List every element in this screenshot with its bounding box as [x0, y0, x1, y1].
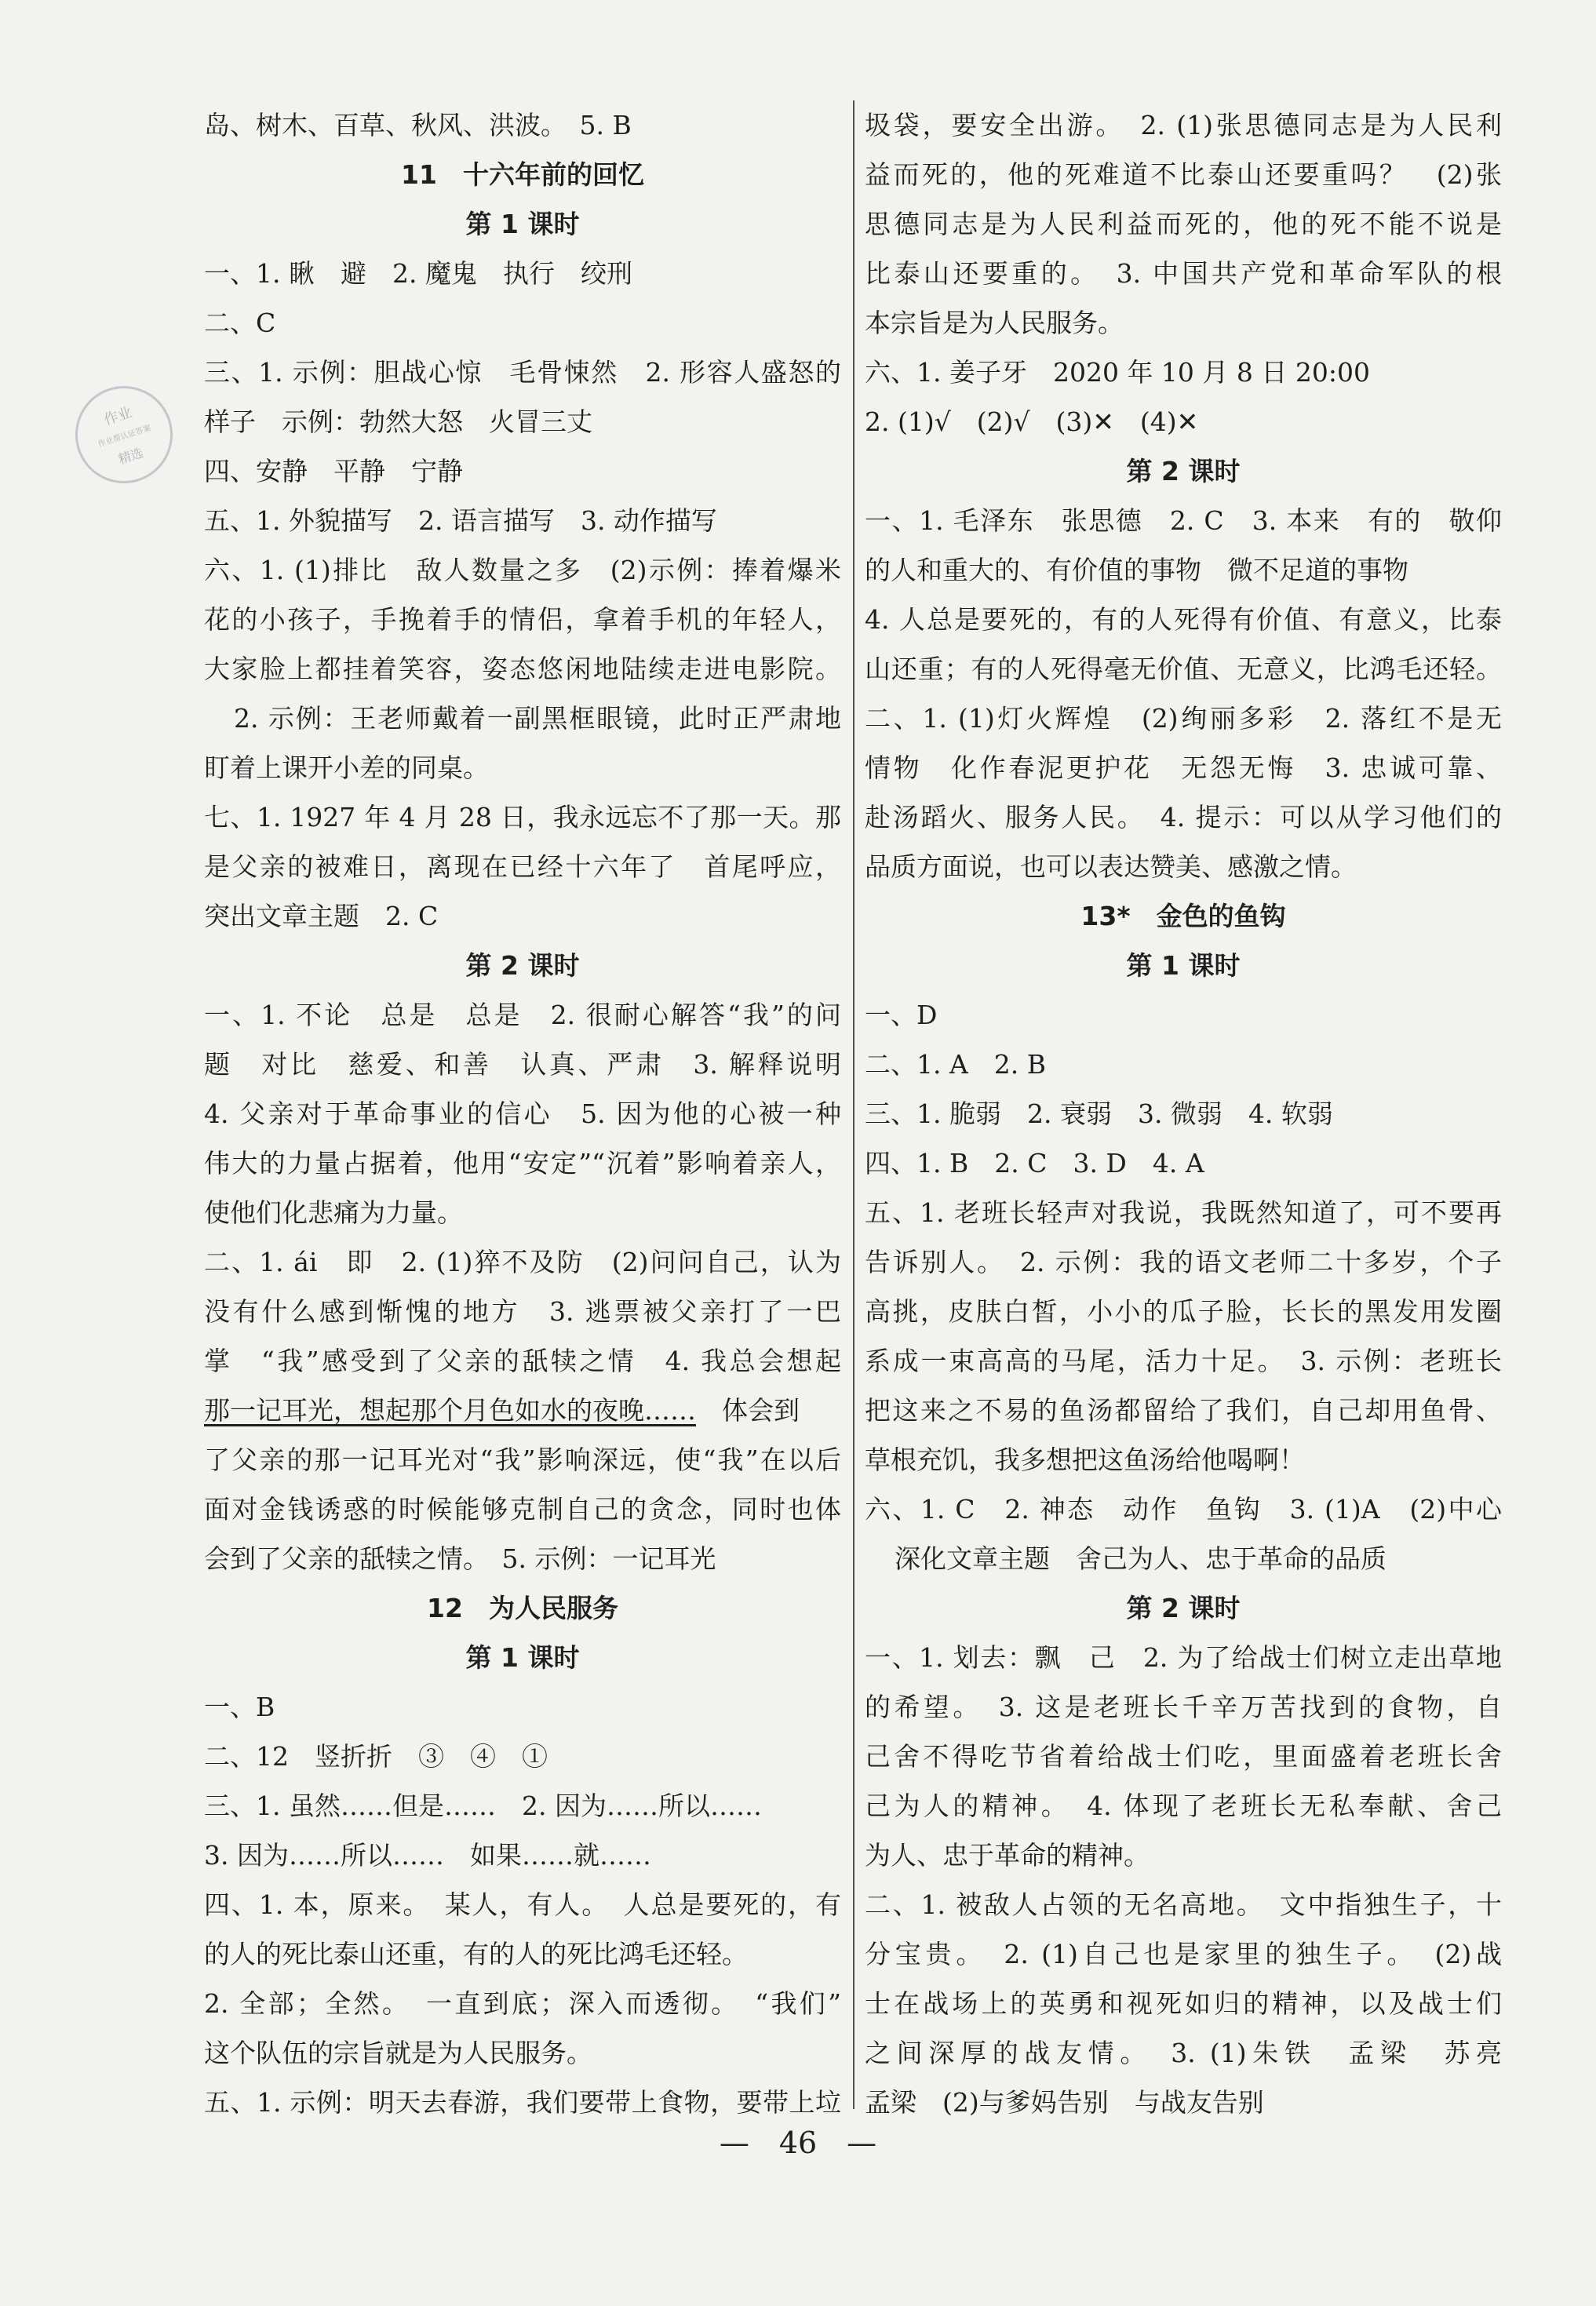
watermark-stamp [63, 373, 185, 496]
section-heading: 13* 金色的鱼钩 [1080, 901, 1286, 931]
underlined-text: 那一记耳光，想起那个月色如水的夜晚…… [204, 1395, 696, 1426]
section-heading: 第 2 课时 [465, 950, 580, 981]
answer-line: 伟大的力量占据着，他用“安定”“沉着”影响着亲人， [204, 1148, 841, 1179]
answer-line: 己舍不得吃节省着给战士们吃，里面盛着老班长舍 [865, 1741, 1502, 1772]
answer-line: 2. 示例：王老师戴着一副黑框眼镜，此时正严肃地 [234, 703, 841, 734]
answer-line: 本宗旨是为人民服务。 [865, 308, 1124, 338]
answer-line: 四、1. B 2. C 3. D 4. A [865, 1148, 1204, 1179]
answer-line: 赴汤蹈火、服务人民。 4. 提示：可以从学习他们的 [865, 802, 1502, 832]
answer-line: 二、12 竖折折 ③ ④ ① [204, 1741, 548, 1772]
answer-line: 孟梁 (2)与爹妈告别 与战友告别 [865, 2087, 1264, 2118]
answer-line: 一、1. 瞅 避 2. 魔鬼 执行 绞刑 [204, 258, 632, 289]
page-number: — 46 — [719, 2126, 877, 2160]
answer-line: 三、1. 示例：胆战心惊 毛骨悚然 2. 形容人盛怒的 [204, 357, 841, 388]
answer-line: 题 对比 慈爱、和善 认真、严肃 3. 解释说明 [204, 1049, 841, 1080]
answer-line: 岛、树木、百草、秋风、洪波。 5. B [204, 110, 632, 140]
answer-line: 思德同志是为人民利益而死的，他的死不能不说是 [865, 209, 1502, 239]
section-heading: 第 2 课时 [1126, 1593, 1241, 1623]
section-heading: 第 1 课时 [1126, 950, 1241, 981]
answer-line: 那一记耳光，想起那个月色如水的夜晚…… 体会到 [204, 1395, 800, 1426]
stamp-text-bottom: 精选 [116, 445, 145, 468]
answer-line: 的希望。 3. 这是老班长千辛万苦找到的食物，自 [865, 1692, 1502, 1722]
answer-line: 圾袋，要安全出游。 2. (1)张思德同志是为人民利 [865, 110, 1502, 140]
answer-line: 二、1. 被敌人占领的无名高地。 文中指独生子，十 [865, 1889, 1502, 1920]
answer-line: 了父亲的那一记耳光对“我”影响深远，使“我”在以后 [204, 1444, 841, 1475]
answer-line: 2. (1)√ (2)√ (3)✕ (4)✕ [865, 406, 1199, 437]
answer-line: 五、1. 老班长轻声对我说，我既然知道了，可不要再 [865, 1197, 1502, 1228]
answer-line: 二、C [204, 308, 276, 338]
answer-line: 一、D [865, 1000, 938, 1030]
answer-line: 六、1. (1)排比 敌人数量之多 (2)示例：捧着爆米 [204, 555, 841, 585]
section-heading: 12 为人民服务 [427, 1593, 618, 1623]
answer-line: 山还重；有的人死得毫无价值、无意义，比鸿毛还轻。 [865, 654, 1502, 684]
answer-line: 分宝贵。 2. (1)自己也是家里的独生子。 (2)战 [865, 1939, 1502, 1969]
answer-line: 益而死的，他的死难道不比泰山还要重吗？ (2)张 [865, 159, 1502, 190]
answer-line: 样子 示例：勃然大怒 火冒三丈 [204, 406, 592, 437]
answer-line: 三、1. 脆弱 2. 衰弱 3. 微弱 4. 软弱 [865, 1098, 1333, 1129]
answer-line: 4. 人总是要死的，有的人死得有价值、有意义，比泰 [865, 604, 1502, 635]
answer-line: 花的小孩子，手挽着手的情侣，拿着手机的年轻人， [204, 604, 841, 635]
answer-line: 3. 因为……所以…… 如果……就…… [204, 1840, 651, 1871]
answer-line: 六、1. 姜子牙 2020 年 10 月 8 日 20:00 [865, 357, 1370, 388]
answer-line: 高挑，皮肤白皙，小小的瓜子脸，长长的黑发用发圈 [865, 1296, 1502, 1327]
column-divider [853, 100, 854, 2109]
answer-line: 是父亲的被难日，离现在已经十六年了 首尾呼应， [204, 851, 841, 882]
answer-line: 六、1. C 2. 神态 动作 鱼钩 3. (1)A (2)中心 [865, 1494, 1502, 1525]
section-heading: 11 十六年前的回忆 [401, 159, 644, 190]
answer-line: 己为人的精神。 4. 体现了老班长无私奉献、舍己 [865, 1791, 1502, 1821]
answer-line: 突出文章主题 2. C [204, 901, 439, 931]
left-column [204, 100, 841, 2127]
answer-line: 四、1. 本，原来。 某人，有人。 人总是要死的，有 [204, 1889, 841, 1920]
answer-line: 的人的死比泰山还重，有的人的死比鸿毛还轻。 [204, 1939, 748, 1969]
stamp-text-top: 作业 [102, 404, 134, 429]
stamp-text-middle: 作业帮认证答案 [97, 424, 152, 450]
answer-line: 这个队伍的宗旨就是为人民服务。 [204, 2038, 592, 2068]
answer-line: 4. 父亲对于革命事业的信心 5. 因为他的心被一种 [204, 1098, 841, 1129]
answer-line: 没有什么感到惭愧的地方 3. 逃票被父亲打了一巴 [204, 1296, 841, 1327]
answer-line: 把这来之不易的鱼汤都留给了我们，自己却用鱼骨、 [865, 1395, 1502, 1426]
answer-line: 系成一束高高的马尾，活力十足。 3. 示例：老班长 [865, 1346, 1502, 1376]
answer-line: 比泰山还要重的。 3. 中国共产党和革命军队的根 [865, 258, 1502, 289]
answer-line: 之间深厚的战友情。 3. (1)朱铁 孟梁 苏亮 [865, 2038, 1502, 2068]
answer-line: 七、1. 1927 年 4 月 28 日，我永远忘不了那一天。那 [204, 802, 841, 832]
answer-line: 面对金钱诱惑的时候能够克制自己的贪念，同时也体 [204, 1494, 841, 1525]
answer-line: 二、1. A 2. B [865, 1049, 1047, 1080]
answer-line: 使他们化悲痛为力量。 [204, 1197, 463, 1228]
answer-line: 士在战场上的英勇和视死如归的精神，以及战士们 [865, 1988, 1502, 2019]
answer-line: 一、1. 毛泽东 张思德 2. C 3. 本来 有的 敬仰 [865, 505, 1502, 536]
answer-line: 为人、忠于革命的精神。 [865, 1840, 1150, 1871]
answer-line: 会到了父亲的舐犊之情。 5. 示例：一记耳光 [204, 1543, 716, 1574]
section-heading: 第 1 课时 [465, 1642, 580, 1673]
answer-line: 深化文章主题 舍己为人、忠于革命的品质 [895, 1543, 1386, 1574]
answer-line: 二、1. (1)灯火辉煌 (2)绚丽多彩 2. 落红不是无 [865, 703, 1502, 734]
answer-line: 告诉别人。 2. 示例：我的语文老师二十多岁，个子 [865, 1247, 1502, 1277]
answer-line: 大家脸上都挂着笑容，姿态悠闲地陆续走进电影院。 [204, 654, 841, 684]
answer-line: 二、1. ái 即 2. (1)猝不及防 (2)问问自己，认为 [204, 1247, 841, 1277]
answer-line: 一、1. 不论 总是 总是 2. 很耐心解答“我”的问 [204, 1000, 841, 1030]
answer-line: 品质方面说，也可以表达赞美、感激之情。 [865, 851, 1357, 882]
answer-line: 的人和重大的、有价值的事物 微不足道的事物 [865, 555, 1408, 585]
answer-line: 掌 “我”感受到了父亲的舐犊之情 4. 我总会想起 [204, 1346, 841, 1376]
answer-line: 情物 化作春泥更护花 无怨无悔 3. 忠诚可靠、 [865, 752, 1502, 783]
answer-line: 草根充饥，我多想把这鱼汤给他喝啊！ [865, 1444, 1305, 1475]
answer-line: 一、B [204, 1692, 275, 1722]
answer-line: 五、1. 示例：明天去春游，我们要带上食物，要带上垃 [204, 2087, 841, 2118]
section-heading: 第 1 课时 [465, 209, 580, 239]
answer-line: 盯着上课开小差的同桌。 [204, 752, 489, 783]
answer-line: 2. 全部；全然。 一直到底；深入而透彻。 “我们” [204, 1988, 841, 2019]
answer-line: 四、安静 平静 宁静 [204, 456, 463, 486]
answer-line: 一、1. 划去：飘 己 2. 为了给战士们树立走出草地 [865, 1642, 1502, 1673]
section-heading: 第 2 课时 [1126, 456, 1241, 486]
answer-line: 三、1. 虽然……但是…… 2. 因为……所以…… [204, 1791, 762, 1821]
answer-line: 五、1. 外貌描写 2. 语言描写 3. 动作描写 [204, 505, 717, 536]
right-column [865, 100, 1502, 2127]
